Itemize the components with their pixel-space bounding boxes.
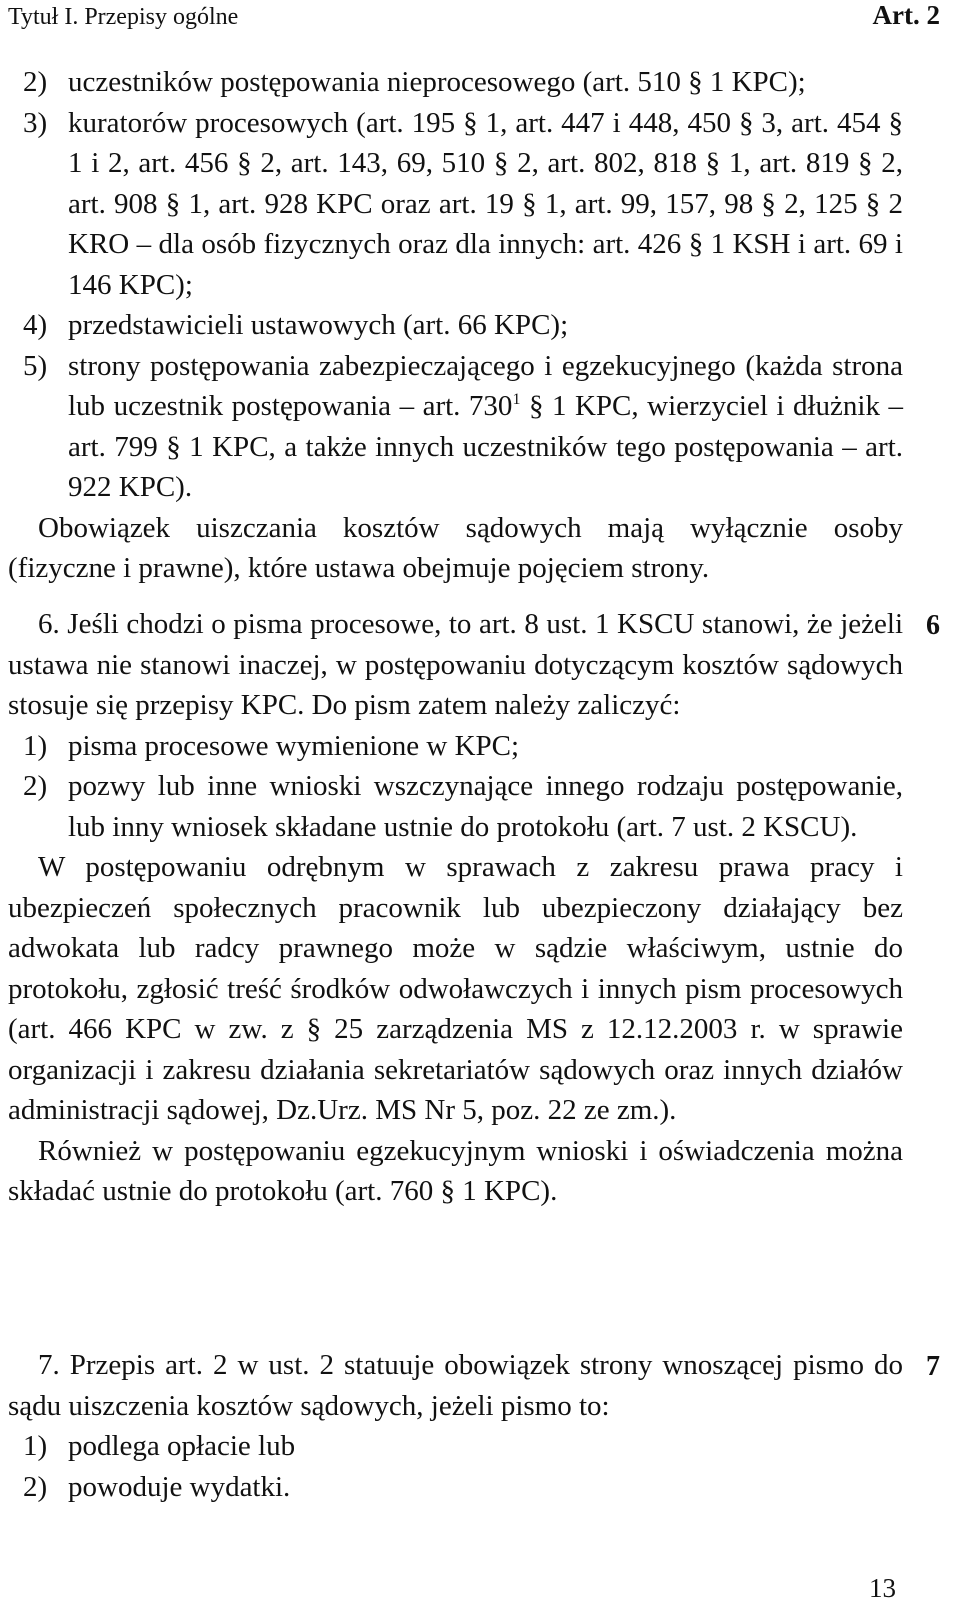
section-6 <box>8 604 903 1212</box>
section-7 <box>8 1345 903 1507</box>
list-item-text-before: strony postępowania zabezpieczającego i egzekucyjnego (każda strona lub uczestnik postępowania – art. 730 <box>68 349 903 422</box>
list-item-number: 4) <box>23 309 48 341</box>
list-item <box>8 726 903 767</box>
list-item-text: uczestników postępowania nieprocesowego (art. 510 § 1 KPC); <box>68 66 806 98</box>
list-item-text: przedstawicieli ustawowych (art. 66 KPC); <box>68 309 569 341</box>
article-label: Art. 2 <box>872 0 940 30</box>
list-item-text-after: § 1 KPC, wierzyciel i dłużnik – art. 799 § 1 KPC, a także innych uczestników tego postępowania – art. 922 KPC). <box>68 390 903 503</box>
page-number: 13 <box>869 1573 896 1603</box>
section-7-list <box>8 1426 903 1507</box>
list-item <box>8 1426 903 1467</box>
section-6-intro: 6. Jeśli chodzi o pisma procesowe, to art. 8 ust. 1 KSCU stanowi, że jeżeli ustawa nie stanowi inaczej, w postępowaniu dotyczącym kosztów sądowych stosuje się przepisy KPC. Do pism zatem należy zaliczyć: <box>8 608 903 721</box>
list-item <box>8 346 903 508</box>
margin-number-7: 7 <box>926 1351 940 1382</box>
list-item-text: pozwy lub inne wnioski wszczynające innego rodzaju postępowanie, lub inny wniosek składane ustnie do protokołu (art. 7 ust. 2 KSCU). <box>68 770 903 843</box>
parties-list <box>8 62 903 508</box>
list-item <box>8 305 903 346</box>
list-item-number: 3) <box>23 106 48 139</box>
list-item <box>8 103 903 306</box>
list-item-text: pisma procesowe wymienione w KPC; <box>68 729 520 762</box>
chapter-title: Tytuł I. Przepisy ogólne <box>8 4 239 30</box>
list-item-text <box>68 350 903 504</box>
list-item-number: 5) <box>23 349 48 382</box>
section-7-intro: 7. Przepis art. 2 w ust. 2 statuuje obowiązek strony wnoszącej pismo do sądu uiszczenia kosztów sądowych, jeżeli pismo to: <box>8 1349 903 1422</box>
running-header <box>8 0 940 32</box>
list-item-number: 1) <box>23 1430 48 1462</box>
list-continuation <box>8 62 903 589</box>
list-item-text: podlega opłacie lub <box>68 1430 296 1462</box>
margin-number-6: 6 <box>926 610 940 641</box>
list-item-text: powoduje wydatki. <box>68 1470 291 1503</box>
obligation-paragraph: Obowiązek uiszczania kosztów sądowych mają wyłącznie osoby (fizyczne i prawne), które ustawa obejmuje pojęciem strony. <box>8 511 903 584</box>
list-item-number: 1) <box>23 729 48 762</box>
section-6-paragraph-1: W postępowaniu odrębnym w sprawach z zakresu prawa pracy i ubezpieczeń społecznych pracownik lub ubezpieczony działający bez adwokata lub radcy prawnego może w sądzie właściwym, ustnie do protokołu, zgłosić treść środków odwoławczych i innych pism procesowych (art. 466 KPC w zw. z § 25 zarządzenia MS z 12.12.2003 r. w sprawie organizacji i zakresu działania sekretariatów sądowych oraz innych działów administracji sądowej, Dz.Urz. MS Nr 5, poz. 22 ze zm.). <box>8 851 903 1126</box>
list-item-number: 2) <box>23 770 48 802</box>
list-item-text: kuratorów procesowych (art. 195 § 1, art. 447 i 448, 450 § 3, art. 454 § 1 i 2, art. 456 § 2, art. 143, 69, 510 § 2, art. 802, 818 § 1, art. 819 § 2, art. 908 § 1, art. 928 KPC oraz art. 19 § 1, art. 99, 157, 98 § 2, 125 § 2 KRO – dla osób fizycznych oraz dla innych: art. 426 § 1 KSH i art. 69 i 146 KPC); <box>68 106 903 301</box>
list-item-number: 2) <box>23 1470 48 1503</box>
section-6-paragraph-2: Również w postępowaniu egzekucyjnym wnioski i oświadczenia można składać ustnie do protokołu (art. 760 § 1 KPC). <box>8 1134 903 1207</box>
list-item-number: 2) <box>23 66 48 98</box>
list-item <box>8 766 903 847</box>
section-6-list <box>8 726 903 848</box>
superscript: 1 <box>512 391 521 408</box>
list-item <box>8 1467 903 1508</box>
list-item <box>8 62 903 103</box>
